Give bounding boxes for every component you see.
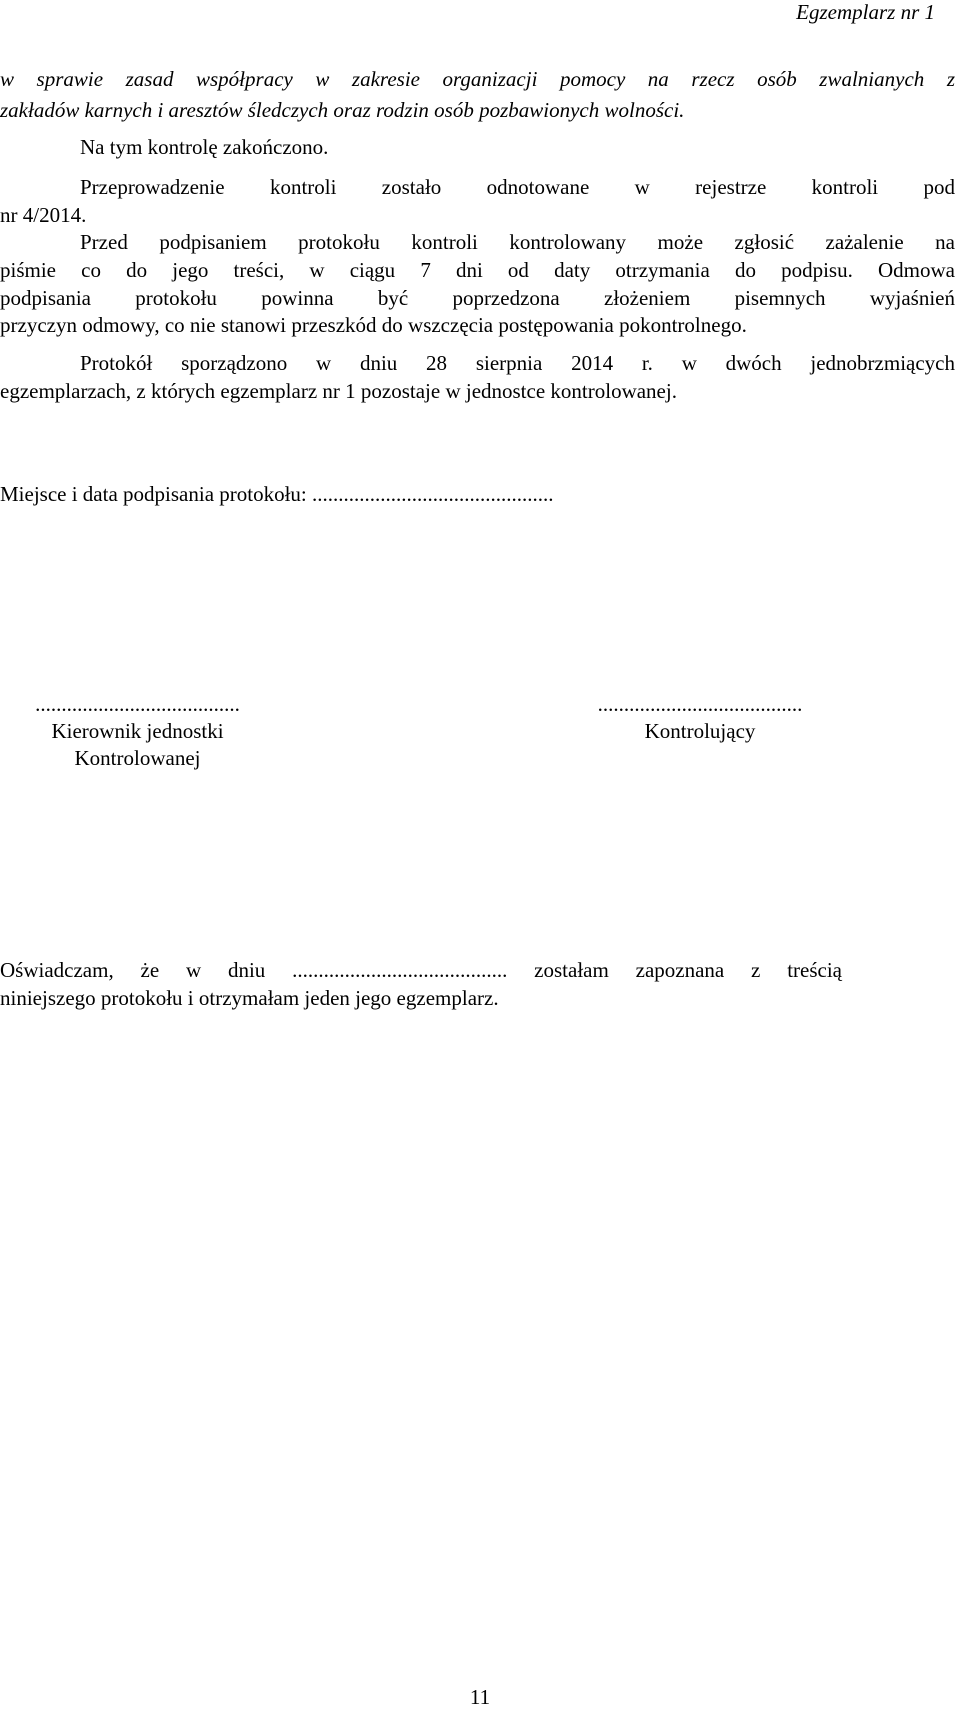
paragraph-complaint-line-1: Przed podpisaniem protokołu kontroli kontrolowany może zgłosić zażalenie na	[80, 230, 955, 254]
paragraph-issued-line-2: egzemplarzach, z których egzemplarz nr 1 pozostaje w jednostce kontrolowanej.	[0, 379, 677, 403]
signature-block-controller	[590, 692, 810, 744]
signature-title-right: Kontrolujący	[644, 719, 756, 743]
paragraph-complaint-line-4: przyczyn odmowy, co nie stanowi przeszkód do wszczęcia postępowania pokontrolnego.	[0, 313, 747, 337]
place-date-field: Miejsce i data podpisania protokołu: ..............................................	[0, 482, 554, 506]
signature-dots-right: .......................................	[597, 692, 803, 716]
signature-dots-left: .......................................	[35, 692, 240, 716]
paragraph-register-line-1: Przeprowadzenie kontroli zostało odnotowane w rejestrze kontroli pod	[80, 175, 955, 199]
paragraph-register-line-2: nr 4/2014.	[0, 203, 87, 227]
page-number: 11	[469, 1685, 491, 1709]
signature-title-left-line-2: Kontrolowanej	[74, 746, 201, 770]
declaration-line-1: Oświadczam, że w dniu ......................................... zostałam zapoznana z treścią	[0, 958, 842, 982]
paragraph-issued-line-1: Protokół sporządzono w dniu 28 sierpnia 2014 r. w dwóch jednobrzmiących	[80, 351, 955, 375]
copy-number-label: Egzemplarz nr 1	[796, 0, 935, 24]
paragraph-complaint-line-3: podpisania protokołu powinna być poprzedzona złożeniem pisemnych wyjaśnień	[0, 286, 955, 310]
paragraph-complaint-line-2: piśmie co do jego treści, w ciągu 7 dni od daty otrzymania do podpisu. Odmowa	[0, 258, 955, 282]
paragraph-control-completed: Na tym kontrolę zakończono.	[80, 135, 329, 159]
signature-title-left-line-1: Kierownik jednostki	[51, 719, 224, 743]
signature-block-head-of-unit	[0, 692, 275, 771]
subject-line-1: w sprawie zasad współpracy w zakresie organizacji pomocy na rzecz osób zwalnianych z	[0, 67, 955, 91]
declaration-line-2: niniejszego protokołu i otrzymałam jeden jego egzemplarz.	[0, 986, 499, 1010]
subject-line-2: zakładów karnych i aresztów śledczych oraz rodzin osób pozbawionych wolności.	[0, 98, 685, 122]
